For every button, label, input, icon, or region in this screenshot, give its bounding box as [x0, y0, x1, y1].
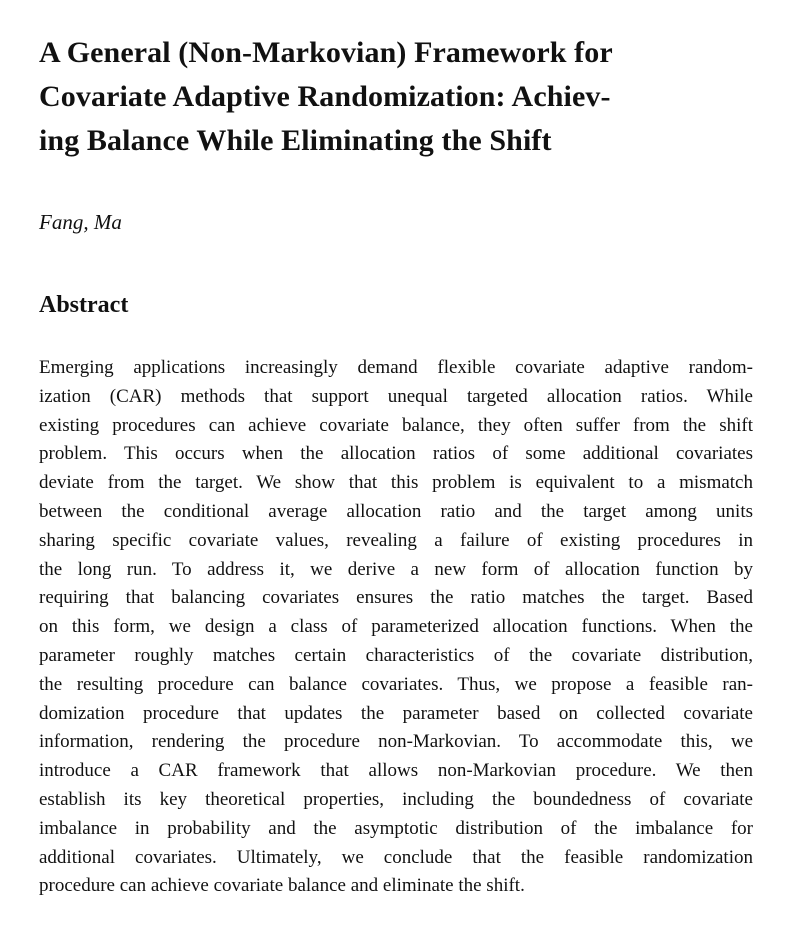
abstract-line: on this form, we design a class of parameterized allocation functions. When the [39, 616, 753, 638]
abstract-body [39, 354, 753, 901]
paper-title [39, 31, 755, 163]
title-line: ing Balance While Eliminating the Shift [39, 124, 552, 157]
abstract-line: establish its key theoretical properties, including the boundedness of covariate [39, 788, 753, 810]
abstract-line: the resulting procedure can balance covariates. Thus, we propose a feasible ran- [39, 673, 753, 695]
abstract-heading: Abstract [39, 292, 129, 318]
abstract-line: sharing specific covariate values, revealing a failure of existing procedures in [39, 529, 753, 551]
abstract-line: procedure can achieve covariate balance and eliminate the shift. [39, 875, 525, 897]
abstract-line: ization (CAR) methods that support unequal targeted allocation ratios. While [39, 385, 753, 407]
abstract-line: domization procedure that updates the parameter based on collected covariate [39, 702, 753, 724]
abstract-line: problem. This occurs when the allocation ratios of some additional covariates [39, 443, 753, 465]
title-line: Covariate Adaptive Randomization: Achiev- [39, 80, 611, 113]
abstract-line: the long run. To address it, we derive a new form of allocation function by [39, 558, 753, 580]
abstract-line: existing procedures can achieve covariate balance, they often suffer from the shift [39, 414, 753, 436]
abstract-line: between the conditional average allocation ratio and the target among units [39, 500, 753, 522]
abstract-line: additional covariates. Ultimately, we conclude that the feasible randomization [39, 846, 753, 868]
abstract-line: parameter roughly matches certain characteristics of the covariate distribution, [39, 644, 753, 666]
title-line: A General (Non-Markovian) Framework for [39, 36, 613, 69]
abstract-line: deviate from the target. We show that this problem is equivalent to a mismatch [39, 472, 753, 494]
abstract-line: introduce a CAR framework that allows non-Markovian procedure. We then [39, 760, 753, 782]
abstract-line: requiring that balancing covariates ensures the ratio matches the target. Based [39, 587, 753, 609]
abstract-line: information, rendering the procedure non-Markovian. To accommodate this, we [39, 731, 753, 753]
authors: Fang, Ma [39, 210, 122, 234]
abstract-line: imbalance in probability and the asymptotic distribution of the imbalance for [39, 817, 753, 839]
abstract-line: Emerging applications increasingly demand flexible covariate adaptive random- [39, 357, 753, 378]
